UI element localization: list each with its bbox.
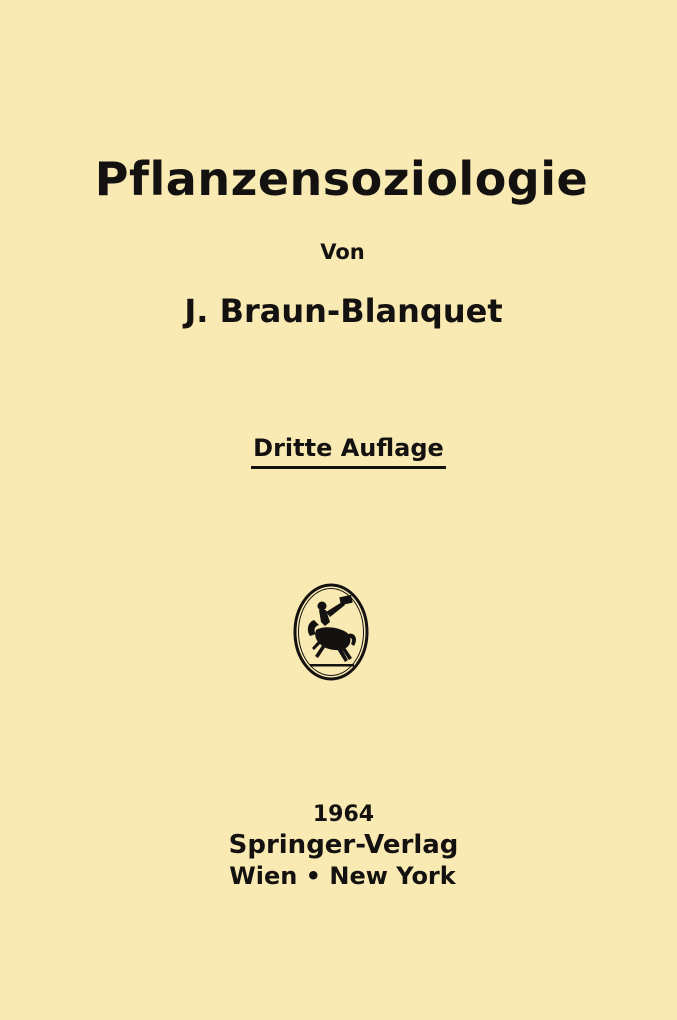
author-name: J. Braun-Blanquet — [184, 292, 503, 330]
publisher-name: Springer-Verlag — [228, 830, 459, 860]
springer-horseman-logo-icon — [292, 582, 370, 682]
by-label: Von — [320, 240, 365, 264]
publisher-cities: Wien • New York — [229, 862, 456, 890]
edition-block — [0, 434, 677, 469]
book-title: Pflanzensoziologie — [94, 152, 589, 206]
publication-year: 1964 — [312, 802, 375, 827]
edition-label: Dritte Auflage — [251, 434, 446, 469]
